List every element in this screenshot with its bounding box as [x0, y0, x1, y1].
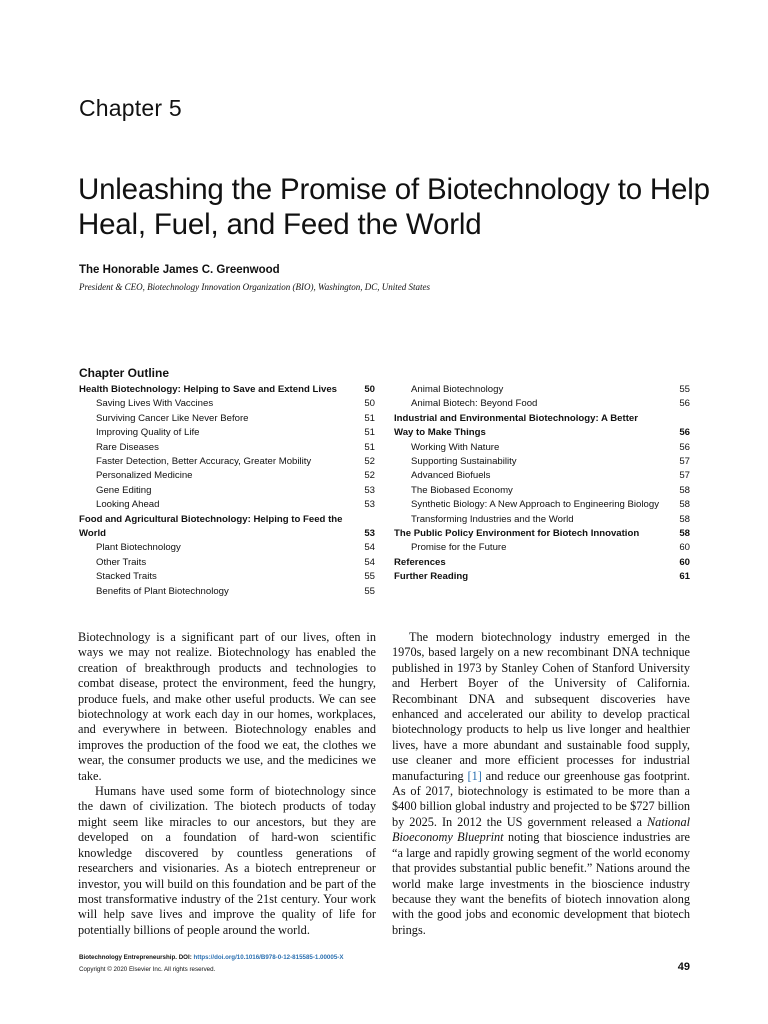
toc-entry-title: Surviving Cancer Like Never Before [96, 412, 249, 424]
toc-entry[interactable] [394, 455, 690, 469]
body-paragraph [392, 630, 690, 938]
toc-entry-title: Further Reading [394, 571, 469, 583]
body-text: and reduce our greenhouse gas footprint. As of 2017, biotechnology is estimated to be more than a $400 billion global industry and projected to be $727 billion by 2025. In 2012 the US government released a [392, 768, 691, 829]
toc-entry-title: Stacked Traits [96, 571, 157, 583]
toc-entry-page: 53 [364, 499, 375, 511]
toc-entry-title: Faster Detection, Better Accuracy, Greater Mobility [96, 456, 312, 468]
toc-entry-title: Rare Diseases [96, 441, 159, 453]
toc-entry-title: Plant Biotechnology [96, 542, 181, 554]
toc-entry[interactable] [79, 585, 375, 599]
toc-entry-title: Working With Nature [411, 441, 500, 453]
toc-entry[interactable] [79, 513, 375, 527]
toc-entry-page: 51 [364, 412, 375, 424]
toc-entry-page: 56 [679, 398, 690, 410]
toc-entry-title: Industrial and Environmental Biotechnology: A Better [394, 412, 638, 424]
toc-entry-page: 54 [364, 556, 375, 568]
chapter-outline-heading: Chapter Outline [79, 366, 170, 380]
toc-entry[interactable] [394, 556, 690, 570]
toc-entry[interactable] [79, 397, 375, 411]
toc-entry-page: 55 [364, 571, 375, 583]
toc-entry-title: The Biobased Economy [411, 484, 513, 496]
toc-entry-page: 60 [679, 556, 690, 568]
footer-journal-name: Biotechnology Entrepreneurship. DOI: [79, 954, 192, 961]
toc-entry-title: Promise for the Future [411, 542, 507, 554]
author-name: The Honorable James C. Greenwood [79, 264, 280, 276]
body-text: noting that bioscience industries are “a large and rapidly growing segment of the world economy that provides substantial public benefit.” Nations around the world make large investments in the bioscience industry because they want the benefits of biotech innovation along with the good jobs and economic development that biotech brings. [392, 830, 691, 937]
toc-entry-page: 52 [364, 470, 375, 482]
toc-entry-page: 51 [364, 441, 375, 453]
toc-entry-title: Personalized Medicine [96, 470, 193, 482]
toc-entry[interactable] [79, 412, 375, 426]
toc-entry-title: Saving Lives With Vaccines [96, 398, 214, 410]
footer-journal [79, 954, 343, 961]
chapter-label: Chapter 5 [79, 95, 182, 121]
chapter-title: Unleashing the Promise of Biotechnology to Help Heal, Fuel, and Feed the World [78, 173, 710, 241]
toc-entry-title: Advanced Biofuels [411, 470, 491, 482]
toc-entry[interactable] [79, 441, 375, 455]
toc-entry[interactable] [394, 397, 690, 411]
toc-entry[interactable] [79, 426, 375, 440]
toc-entry[interactable] [79, 527, 375, 541]
toc-entry-page: 58 [679, 499, 690, 511]
emphasis-text: National Bioeconomy Blueprint [392, 814, 691, 845]
toc-entry-title: Looking Ahead [96, 499, 160, 511]
toc-entry-page: 51 [364, 427, 375, 439]
toc-entry-page: 50 [364, 384, 375, 395]
toc-entry-page: 60 [679, 542, 690, 554]
toc-entry[interactable] [79, 541, 375, 555]
toc-entry[interactable] [394, 541, 690, 555]
toc-entry-title: World [79, 528, 107, 540]
toc-entry[interactable] [394, 383, 690, 397]
toc-entry-page: 55 [679, 384, 690, 395]
toc-entry-page: 52 [364, 456, 375, 468]
toc-entry-page: 53 [364, 528, 375, 540]
author-affiliation: President & CEO, Biotechnology Innovation Organization (BIO), Washington, DC, United States [79, 282, 430, 292]
toc-entry-page: 58 [679, 513, 690, 525]
toc-entry-title: Synthetic Biology: A New Approach to Engineering Biology [411, 499, 659, 511]
footer-copyright: Copyright © 2020 Elsevier Inc. All rights reserved. [79, 966, 216, 973]
toc-right-column [394, 383, 690, 585]
toc-entry[interactable] [79, 469, 375, 483]
toc-entry[interactable] [79, 383, 375, 397]
toc-entry-title: Supporting Sustainability [411, 456, 517, 468]
toc-entry[interactable] [394, 498, 690, 512]
toc-entry-page: 56 [679, 427, 690, 439]
toc-left-column [79, 383, 375, 599]
toc-entry-page: 58 [679, 484, 690, 496]
toc-entry-page: 53 [364, 484, 375, 496]
toc-entry-title: Health Biotechnology: Helping to Save and Extend Lives [79, 384, 338, 395]
body-paragraph: Humans have used some form of biotechnology since the dawn of civilization. The biotech products of today might seem like miracles to our ancestors, but they are developed on a foundation of hard-won scientific knowledge discovered by countless generations of researchers and visionaries. As a biotech entrepreneur or investor, you will build on this foundation and be part of the most transformative industry of the 21st century. Your work will help save lives and improve the quality of life for potentially billions of people around the world. [78, 784, 376, 937]
toc-entry-title: Other Traits [96, 556, 147, 568]
toc-entry[interactable] [79, 498, 375, 512]
toc-entry-page: 58 [679, 528, 690, 540]
toc-entry-page: 50 [364, 398, 375, 410]
toc-entry[interactable] [394, 469, 690, 483]
toc-entry[interactable] [79, 455, 375, 469]
toc-entry[interactable] [394, 441, 690, 455]
toc-entry-title: Transforming Industries and the World [411, 513, 574, 525]
toc-entry-page: 55 [364, 585, 375, 597]
toc-entry-page: 57 [679, 470, 690, 482]
toc-entry[interactable] [394, 527, 690, 541]
toc-entry-title: Food and Agricultural Biotechnology: Helping to Feed the [79, 513, 343, 525]
toc-entry[interactable] [394, 426, 690, 440]
toc-entry[interactable] [79, 484, 375, 498]
page-number: 49 [677, 961, 690, 973]
toc-entry-title: The Public Policy Environment for Biotech Innovation [394, 528, 640, 540]
toc-entry[interactable] [79, 570, 375, 584]
body-column-left [78, 630, 376, 938]
toc-entry-title: Benefits of Plant Biotechnology [96, 585, 229, 597]
toc-entry[interactable] [394, 513, 690, 527]
toc-entry-title: Way to Make Things [394, 427, 486, 439]
toc-entry-page: 56 [679, 441, 690, 453]
toc-entry-title: Animal Biotech: Beyond Food [411, 398, 538, 410]
toc-entry[interactable] [394, 570, 690, 584]
doi-link[interactable]: https://doi.org/10.1016/B978-0-12-815585-1.00005-X [193, 954, 344, 961]
toc-entry-page: 54 [364, 542, 375, 554]
toc-entry[interactable] [394, 484, 690, 498]
toc-entry[interactable] [79, 556, 375, 570]
citation-link[interactable]: [1] [467, 768, 482, 783]
toc-entry[interactable] [394, 412, 690, 426]
toc-entry-title: Gene Editing [96, 484, 152, 496]
toc-entry-title: Improving Quality of Life [96, 427, 200, 439]
toc-entry-page: 57 [679, 456, 690, 468]
body-text: The modern biotechnology industry emerged in the 1970s, based largely on a new recombinant DNA technique published in 1973 by Stanley Cohen of Stanford University and Herbert Boyer of the University of California. Recombinant DNA and subsequent discoveries have enhanced and accelerated our ability to develop practical biotechnology products to help us live longer and healthier lives, have a more abundant and sustainable food supply, use cleaner and more efficient processes for industrial manufacturing [392, 630, 690, 783]
toc-entry-page: 61 [679, 571, 690, 583]
toc-entry-title: Animal Biotechnology [411, 384, 504, 395]
body-paragraph: Biotechnology is a significant part of our lives, often in ways we may not realize. Biotechnology has enabled the creation of breakthrough products and technologies to combat disease, protect the environment, feed the hungry, produce fuels, and make other useful products. We can see biotechnology at work each day in our homes, workplaces, and everywhere in between. Biotechnology enables and improves the production of the food we eat, the clothes we wear, the consumer products we use, and the medicines we take. [78, 630, 376, 783]
toc-entry-title: References [394, 556, 446, 568]
body-column-right [392, 630, 690, 938]
